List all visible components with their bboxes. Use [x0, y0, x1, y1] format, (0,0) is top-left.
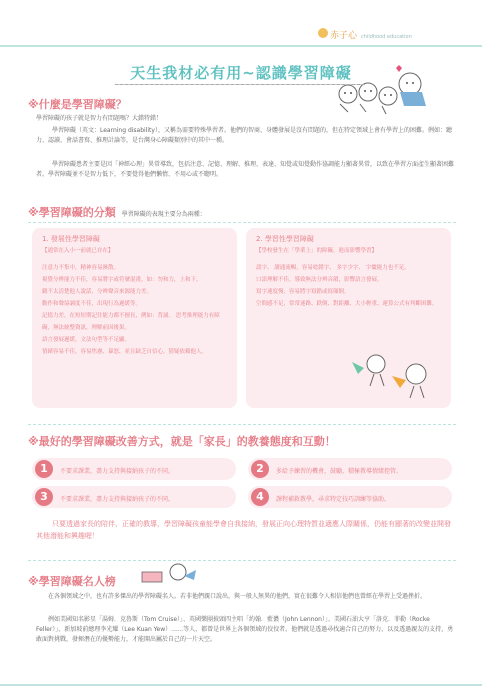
list-item: 寫字速度慢，容易將字寫錯或寫顛倒。	[256, 289, 350, 295]
what-paragraph-2: 學習障礙患者主要是因「神經心理」異常導致，包括注意、記憶、理解、推理、表達、知覺或知覺動作協調能力顯著異常，以致在學習方面產生顯著困難者。學習障礙並不是智力低下，不要覺得他們懶惰、不用心或不聰明。	[36, 161, 455, 178]
improve-num-1: 1	[35, 460, 53, 478]
card-academic-list	[256, 262, 444, 310]
card-developmental-title: 1. 發展性學習障礙	[42, 235, 100, 243]
improve-item-4	[248, 486, 452, 508]
improve-text-1: 不要求課業，盡力支持與接納孩子的不同。	[60, 468, 175, 475]
improve-item-2	[248, 458, 452, 480]
types-heading: ※學習障礙的分類	[28, 206, 116, 219]
section-heading-improve: ※最好的學習障礙改善方式，就是「家長」的教養態度和互動！	[28, 435, 336, 448]
brand-tagline: childhood education	[361, 34, 412, 40]
top-rule	[0, 45, 482, 47]
list-item: 認字、 讀通流暢，容易唸錯字、 多字少字、 字彙能力也不足。	[256, 265, 410, 271]
list-item: 語言發展遲緩，文法句型等不足顯。	[42, 337, 131, 343]
page-title: 天生我材必有用~認識學習障礙	[130, 64, 352, 82]
section-heading-famous: ※學習障礙名人榜	[28, 575, 116, 588]
card-developmental-sub: 【通常在入小一前就已存在】	[42, 248, 114, 254]
improve-num-4: 4	[251, 488, 269, 506]
improve-rule-top	[28, 424, 456, 425]
card-developmental-list	[42, 262, 230, 358]
list-item: 動作和聲協調度不佳，出現行為遲緩等。	[42, 301, 142, 307]
running-kids-icon	[346, 346, 446, 402]
famous-paragraph-1: 在各個領域之中，也有許多傑出的學習障礙名人。若非他們親口說出，與一般人無異的他們，實在很難令人相信他們也曾經在學習上受過挫折。	[48, 593, 427, 600]
improve-text-4: 課程補救教學，尋求特定技巧訓練等協助。	[276, 496, 391, 503]
improve-item-1	[32, 458, 236, 480]
improve-text-3: 不要求課業，盡力支持與接納孩子的不同。	[60, 496, 175, 503]
list-item: 情緒容易不佳，容易焦慮、暴怒，並且缺乏自信心，猜疑依賴他人。	[42, 349, 208, 355]
card-developmental	[32, 228, 237, 408]
types-note: 學習障礙的表現主要分為兩種：	[121, 211, 206, 218]
improve-conclusion: 只要透過家長的陪伴、正確的教導，學習障礙孩童能學會自我接納，發展正向心理特質並適應人際關係，仍能有顯著的改變並開發其他潛能和興趣喔！	[36, 520, 451, 540]
list-item: 聽不太清楚他人說話，分辨聲音來源能力差。	[42, 289, 153, 295]
section-heading-types	[28, 204, 206, 220]
famous-paragraph-2: 例如美國知名影星「湯姆．克魯斯（Tom Cruise）」、英國樂團披頭四主唱「約翰．藍儂（John Lennon）」、美國石油大亨「洛克．菲勒（Rocke Feller）」、新加坡前總理李光耀（Lee Kuan Yew）……等人，都曾是世界上各個領域的佼佼者。他們就是透過尋找適合自己的努力，以及透過親友的支持，勇敢面對挑戰，發揮潛在的優勢能力，才能開出屬於自己的一片天空。	[36, 616, 454, 643]
list-item: 空間感不足，常常迷路、跌倒、對距離、大小輕重、運算公式有判斷困難。	[256, 301, 438, 307]
improve-text-2: 多給予練習的機會，鼓勵、積極教導情緒控管。	[276, 468, 403, 475]
title-underline	[115, 84, 365, 85]
list-item: 注意力不集中，精神容易渙散。	[42, 265, 120, 271]
famous-rule-top	[28, 560, 456, 561]
brand	[330, 28, 412, 41]
card-academic	[246, 228, 451, 408]
list-item: 視覺分辨能力不佳，容易將字或符號混淆，如：勿和力，上和下。	[42, 277, 202, 283]
improve-num-2: 2	[251, 460, 269, 478]
brand-logo-icon	[318, 28, 328, 38]
what-lead: 學習障礙的孩子就是智力有問題嗎？大錯特錯！	[36, 115, 163, 122]
bottom-rule	[0, 684, 482, 686]
improve-num-3: 3	[35, 488, 53, 506]
what-paragraph-1: 學習障礙（英文：Learning disability），又稱為需要特殊學習者。他們的智商、身體發展是沒有問題的，但在特定領域上會有學習上的困難。例如：聽力、認讀、會話書寫、推理計論等，是台灣身心障礙類別中的其中一種。	[36, 127, 452, 144]
reading-kid-icon	[138, 560, 198, 588]
brand-name: 赤子心	[330, 31, 358, 41]
section-heading-what: ※什麼是學習障礙？	[28, 98, 127, 111]
types-rule	[28, 222, 456, 223]
improve-item-3	[32, 486, 236, 508]
list-item: 記憶力差，在短短期記住能力都不擅長，例如：背誦。 思考推理能力有障礙，無法統整資訊，理解前因後果。	[42, 313, 220, 331]
card-academic-title: 2. 學習性學習障礙	[256, 235, 314, 243]
list-item: 口語理解不佳，導致無法分辨音韻，影響語言發展。	[256, 277, 383, 283]
card-academic-sub: 【學校發生在「學業上」的障礙，進而影響學習】	[256, 248, 378, 254]
